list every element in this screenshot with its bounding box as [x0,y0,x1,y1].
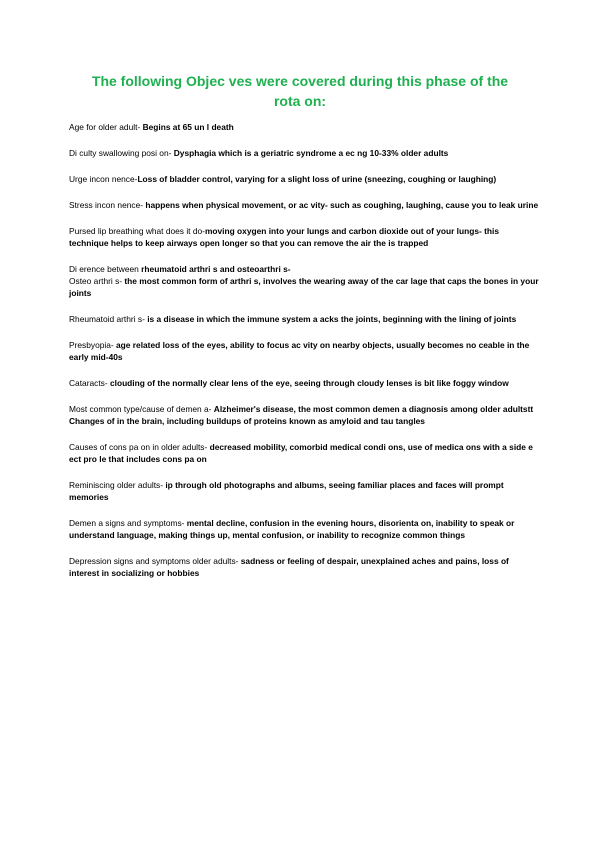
objective-item-constipation [69,441,539,465]
objective-item-rheumatoid [69,313,539,325]
objective-answer: Alzheimer's disease, the most common demen a diagnosis among older adultstt Changes of in the brain, including buildups of proteins known as amyloid and tau tangles [69,404,534,426]
title-line-1: The following Objec ves were covered during this phase of the [91,73,509,89]
objective-item-osteoarthritis [69,275,539,299]
document-title [70,71,530,111]
objective-question: Causes of cons pa on in older adults- [69,442,210,452]
objective-question: Rheumatoid arthri s- [69,314,148,324]
objective-question: Urge incon nence- [69,174,138,184]
objective-item-urge-incontinence [69,173,539,185]
objective-item-pursed-lip [69,225,539,249]
objective-answer: is a disease in which the immune system a acks the joints, beginning with the lining of joints [147,314,517,324]
objective-answer: happens when physical movement, or ac vity- such as coughing, laughing, cause you to leak urine [145,200,539,210]
objective-question: Most common type/cause of demen a- [69,404,214,414]
objective-item-dementia-cause [69,403,539,427]
objective-item-dysphagia [69,147,539,159]
title-line-2: rota on: [273,93,327,109]
objective-answer: decreased mobility, comorbid medical condi ons, use of medica ons with a side e ect pro le that includes cons pa on [69,442,533,464]
objective-answer: rheumatoid arthri s and osteoarthri s- [141,264,291,274]
objective-answer: moving oxygen into your lungs and carbon dioxide out of your lungs- this technique helps to keep airways open longer so that you can remove the air the is trapped [69,226,500,248]
objective-item-dementia-signs [69,517,539,541]
objective-question: Stress incon nence- [69,200,146,210]
objective-item-age [69,121,539,133]
objective-item-arthritis-difference [69,263,539,275]
objective-question: Di culty swallowing posi on- [69,148,174,158]
objective-answer: Dysphagia which is a geriatric syndrome a ec ng 10-33% older adults [173,148,449,158]
objective-question: Cataracts- [69,378,110,388]
objective-answer: mental decline, confusion in the evening hours, disorienta on, inability to speak or understand language, making things up, mental confusion, or inability to recognize common things [69,518,515,540]
objective-answer: clouding of the normally clear lens of the eye, seeing through cloudy lenses is bit like foggy window [109,378,509,388]
objective-item-cataracts [69,377,539,389]
objective-answer: age related loss of the eyes, ability to focus ac vity on nearby objects, usually becomes no ceable in the early mid-40s [69,340,530,362]
objective-question: Presbyopia- [69,340,117,350]
objectives-list [69,121,539,593]
objective-question: Reminiscing older adults- [69,480,166,490]
objective-question: Di erence between [69,264,142,274]
objective-answer: ip through old photographs and albums, seeing familiar places and faces will prompt memories [69,480,504,502]
objective-item-presbyopia [69,339,539,363]
objective-answer: Begins at 65 un l death [142,122,234,132]
objective-question: Depression signs and symptoms older adults- [69,556,241,566]
objective-question: Demen a signs and symptoms- [69,518,187,528]
objective-question: Osteo arthri s- [69,276,125,286]
objective-item-stress-incontinence [69,199,539,211]
objective-answer: the most common form of arthri s, involves the wearing away of the car lage that caps the bones in your joints [69,276,539,298]
objective-answer: sadness or feeling of despair, unexplained aches and pains, loss of interest in socializing or hobbies [69,556,509,578]
objective-question: Pursed lip breathing what does it do- [69,226,205,236]
objective-item-reminiscing [69,479,539,503]
objective-item-depression-signs [69,555,539,579]
objective-answer: Loss of bladder control, varying for a slight loss of urine (sneezing, coughing or laughing) [137,174,497,184]
objective-question: Age for older adult- [69,122,143,132]
